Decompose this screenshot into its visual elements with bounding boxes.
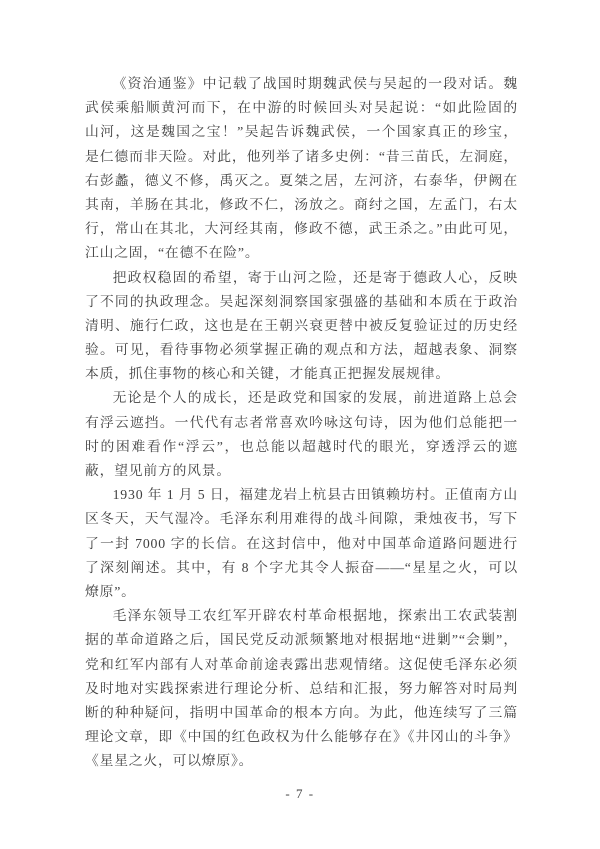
text-line: 行，常山在其北，大河经其南，修政不德，武王杀之。”由此可见，	[85, 221, 518, 237]
text-line: 理论文章，即《中国的红色政权为什么能够存在》《井冈山的斗争》	[85, 729, 518, 745]
text-line: 燎原”。	[85, 583, 136, 599]
body-text	[85, 72, 518, 773]
text-line: 时的困难看作“浮云”，也总能以超越时代的眼光，穿透浮云的遮	[85, 438, 518, 454]
paragraph-3	[85, 386, 518, 483]
text-line: 江山之固，“在德不在险”。	[85, 245, 260, 261]
text-line: 把政权稳固的希望，寄于山河之险，还是寄于德政人心，反映	[112, 269, 518, 285]
text-line: 1930 年 1 月 5 日，福建龙岩上杭县古田镇赖坊村。正值南方山	[112, 487, 518, 503]
text-line: 山河，这是魏国之宝！”吴起告诉魏武侯，一个国家真正的珍宝，	[85, 124, 518, 140]
text-line: 本质，抓住事物的核心和关键，才能真正把握发展规律。	[85, 366, 450, 382]
paragraph-2	[85, 266, 518, 387]
paragraph-5	[85, 604, 518, 773]
text-line: 《资治通鉴》中记载了战国时期魏武侯与吴起的一段对话。魏	[112, 76, 518, 91]
page-number: - 7 -	[285, 786, 315, 801]
text-line: 有浮云遮挡。一代代有志者常喜欢吟咏这句诗，因为他们总能把一	[85, 414, 518, 430]
text-line: 是仁德而非天险。对此，他列举了诸多史例：“昔三苗氏，左洞庭，	[85, 148, 518, 164]
text-line: 验。可见，看待事物必须掌握正确的观点和方法，超越表象、洞察	[85, 342, 518, 358]
text-line: 清明、施行仁政，这也是在王朝兴衰更替中被反复验证过的历史经	[85, 317, 518, 333]
paragraph-4	[85, 483, 518, 604]
text-line: 据的革命道路之后，国民党反动派频繁地对根据地“进剿”“会剿”，	[85, 632, 518, 648]
text-line: 武侯乘船顺黄河而下，在中游的时候回头对吴起说：“如此险固的	[85, 100, 518, 116]
text-line: 了一封 7000 字的长信。在这封信中，他对中国革命道路问题进行	[85, 535, 518, 551]
text-line: 了深刻阐述。其中，有 8 个字尤其令人振奋——“星星之火，可以	[85, 559, 518, 575]
text-line: 断的种种疑问，指明中国革命的根本方向。为此，他连续写了三篇	[85, 704, 518, 720]
paragraph-1	[85, 72, 518, 266]
text-line: 右彭蠡，德义不修，禹灭之。夏桀之居，左河济，右泰华，伊阙在	[85, 172, 518, 188]
text-line: 《星星之火，可以燎原》。	[85, 753, 254, 769]
text-line: 其南，羊肠在其北，修政不仁，汤放之。商纣之国，左孟门，右太	[85, 196, 518, 212]
text-line: 了不同的执政理念。吴起深刻洞察国家强盛的基础和本质在于政治	[85, 293, 518, 309]
text-line: 毛泽东领导工农红军开辟农村革命根据地，探索出工农武装割	[112, 608, 518, 624]
text-line: 及时地对实践探索进行理论分析、总结和汇报，努力解答对时局判	[85, 680, 518, 696]
text-line: 区冬天，天气湿冷。毛泽东利用难得的战斗间隙，秉烛夜书，写下	[85, 511, 518, 527]
text-line: 无论是个人的成长，还是政党和国家的发展，前进道路上总会	[112, 390, 518, 406]
text-line: 蔽，望见前方的风景。	[85, 463, 231, 478]
text-line: 党和红军内部有人对革命前途表露出悲观情绪。这促使毛泽东必须	[85, 656, 518, 672]
